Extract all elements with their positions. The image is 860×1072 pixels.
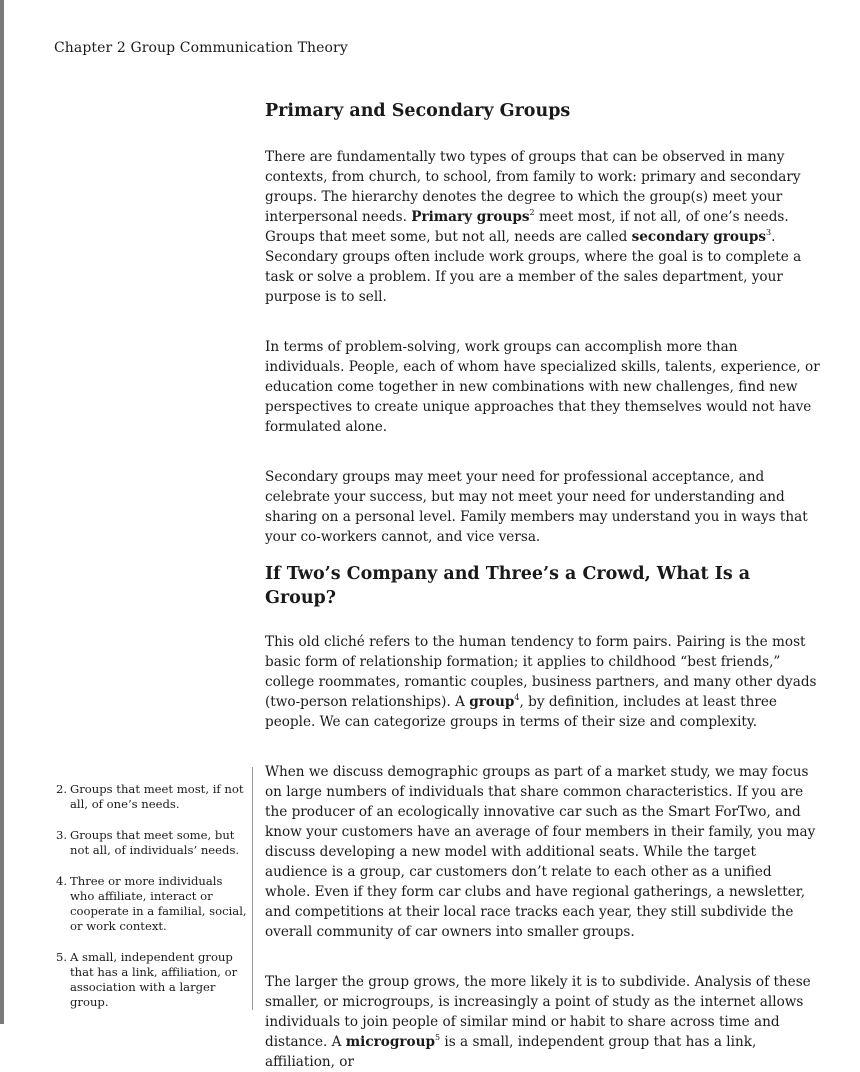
footnote-text: Groups that meet most, if not all, of one’s needs. [70,782,244,811]
footnote-number: 4. [56,874,68,888]
term-microgroup: microgroup [345,1034,435,1050]
paragraph-pairs [265,632,820,732]
footnote-number: 3. [56,828,68,842]
paragraph-microgroups [265,972,820,1072]
footnote-2 [56,782,248,812]
term-secondary-groups: secondary groups [631,229,767,245]
footnote-ref-2: 2 [529,208,535,217]
text-run: meet most, if not all, of one’s needs. Groups that meet some, but not all, needs are called [265,209,789,245]
footnote-ref-4: 4 [514,693,520,702]
text-run: , by definition, includes at least three people. We can categorize groups in terms of their size and complexity. [265,694,777,730]
footnote-ref-3: 3 [766,228,772,237]
term-group: group [469,694,515,710]
text-run: The larger the group grows, the more likely it is to subdivide. Analysis of these smaller, or microgroups, is increasingly a point of study as the internet allows individuals to join people of similar mind or habit to share across time and distance. A [265,974,811,1050]
paragraph-professional-acceptance: Secondary groups may meet your need for professional acceptance, and celebrate your success, but may not meet your need for understanding and sharing on a personal level. Family members may understand you in ways that your co-workers cannot, and vice versa. [265,469,808,545]
footnote-5 [56,950,248,1010]
section-heading-primary-secondary: Primary and Secondary Groups [265,101,571,121]
text-run: This old cliché refers to the human tendency to form pairs. Pairing is the most basic form of relationship formation; it applies to childhood “best friends,” college roommates, romantic couples, business partners, and many other dyads (two-person relationships). A [265,634,817,710]
paragraph-problem-solving: In terms of problem-solving, work groups can accomplish more than individuals. People, each of whom have specialized skills, talents, experience, or education come together in new combinations with new challenges, find new perspectives to create unique approaches that they themselves would not have formulated alone. [265,339,820,435]
footnote-text: Groups that meet some, but not all, of individuals’ needs. [70,828,240,857]
footnote-ref-5: 5 [434,1033,441,1042]
text-run: . Secondary groups often include work groups, where the goal is to complete a task or solve a problem. If you are a member of the sales department, your purpose is to sell. [265,229,802,305]
text-run: is a small, independent group that has a link, affiliation, or [265,1034,757,1070]
section-heading-what-is-a-group: If Two’s Company and Three’s a Crowd, What Is a Group? [265,564,751,608]
paragraph-group-types [265,147,820,307]
paragraph-demographic-groups: When we discuss demographic groups as part of a market study, we may focus on large numbers of individuals that share common characteristics. If you are the producer of an ecologically innovative car such as the Smart ForTwo, and know your customers have an average of four members in their family, you may discuss developing a new model with additional seats. While the target audience is a group, car customers don’t relate to each other as a unified whole. Even if they form car clubs and have regional gatherings, a newsletter, and competitions at their local race tracks each year, they still subdivide the overall community of car owners into smaller groups. [265,764,816,940]
running-head: Chapter 2 Group Communication Theory [54,40,348,56]
footnote-text: Three or more individuals who affiliate, interact or cooperate in a familial, social, or work context. [70,874,247,933]
main-text-column [265,99,820,1072]
page-left-edge [0,0,4,1024]
term-primary-groups: Primary groups [411,209,530,225]
margin-divider [252,767,253,1010]
footnote-4 [56,874,248,934]
footnote-number: 2. [56,782,68,796]
margin-footnotes [56,782,248,1010]
text-run: There are fundamentally two types of groups that can be observed in many contexts, from church, to school, from family to work: primary and secondary groups. The hierarchy denotes the degree to which the group(s) meet your interpersonal needs. [265,149,801,225]
footnote-number: 5. [56,950,68,964]
footnote-3 [56,828,248,858]
footnote-text: A small, independent group that has a link, affiliation, or association with a larger group. [70,950,238,1009]
